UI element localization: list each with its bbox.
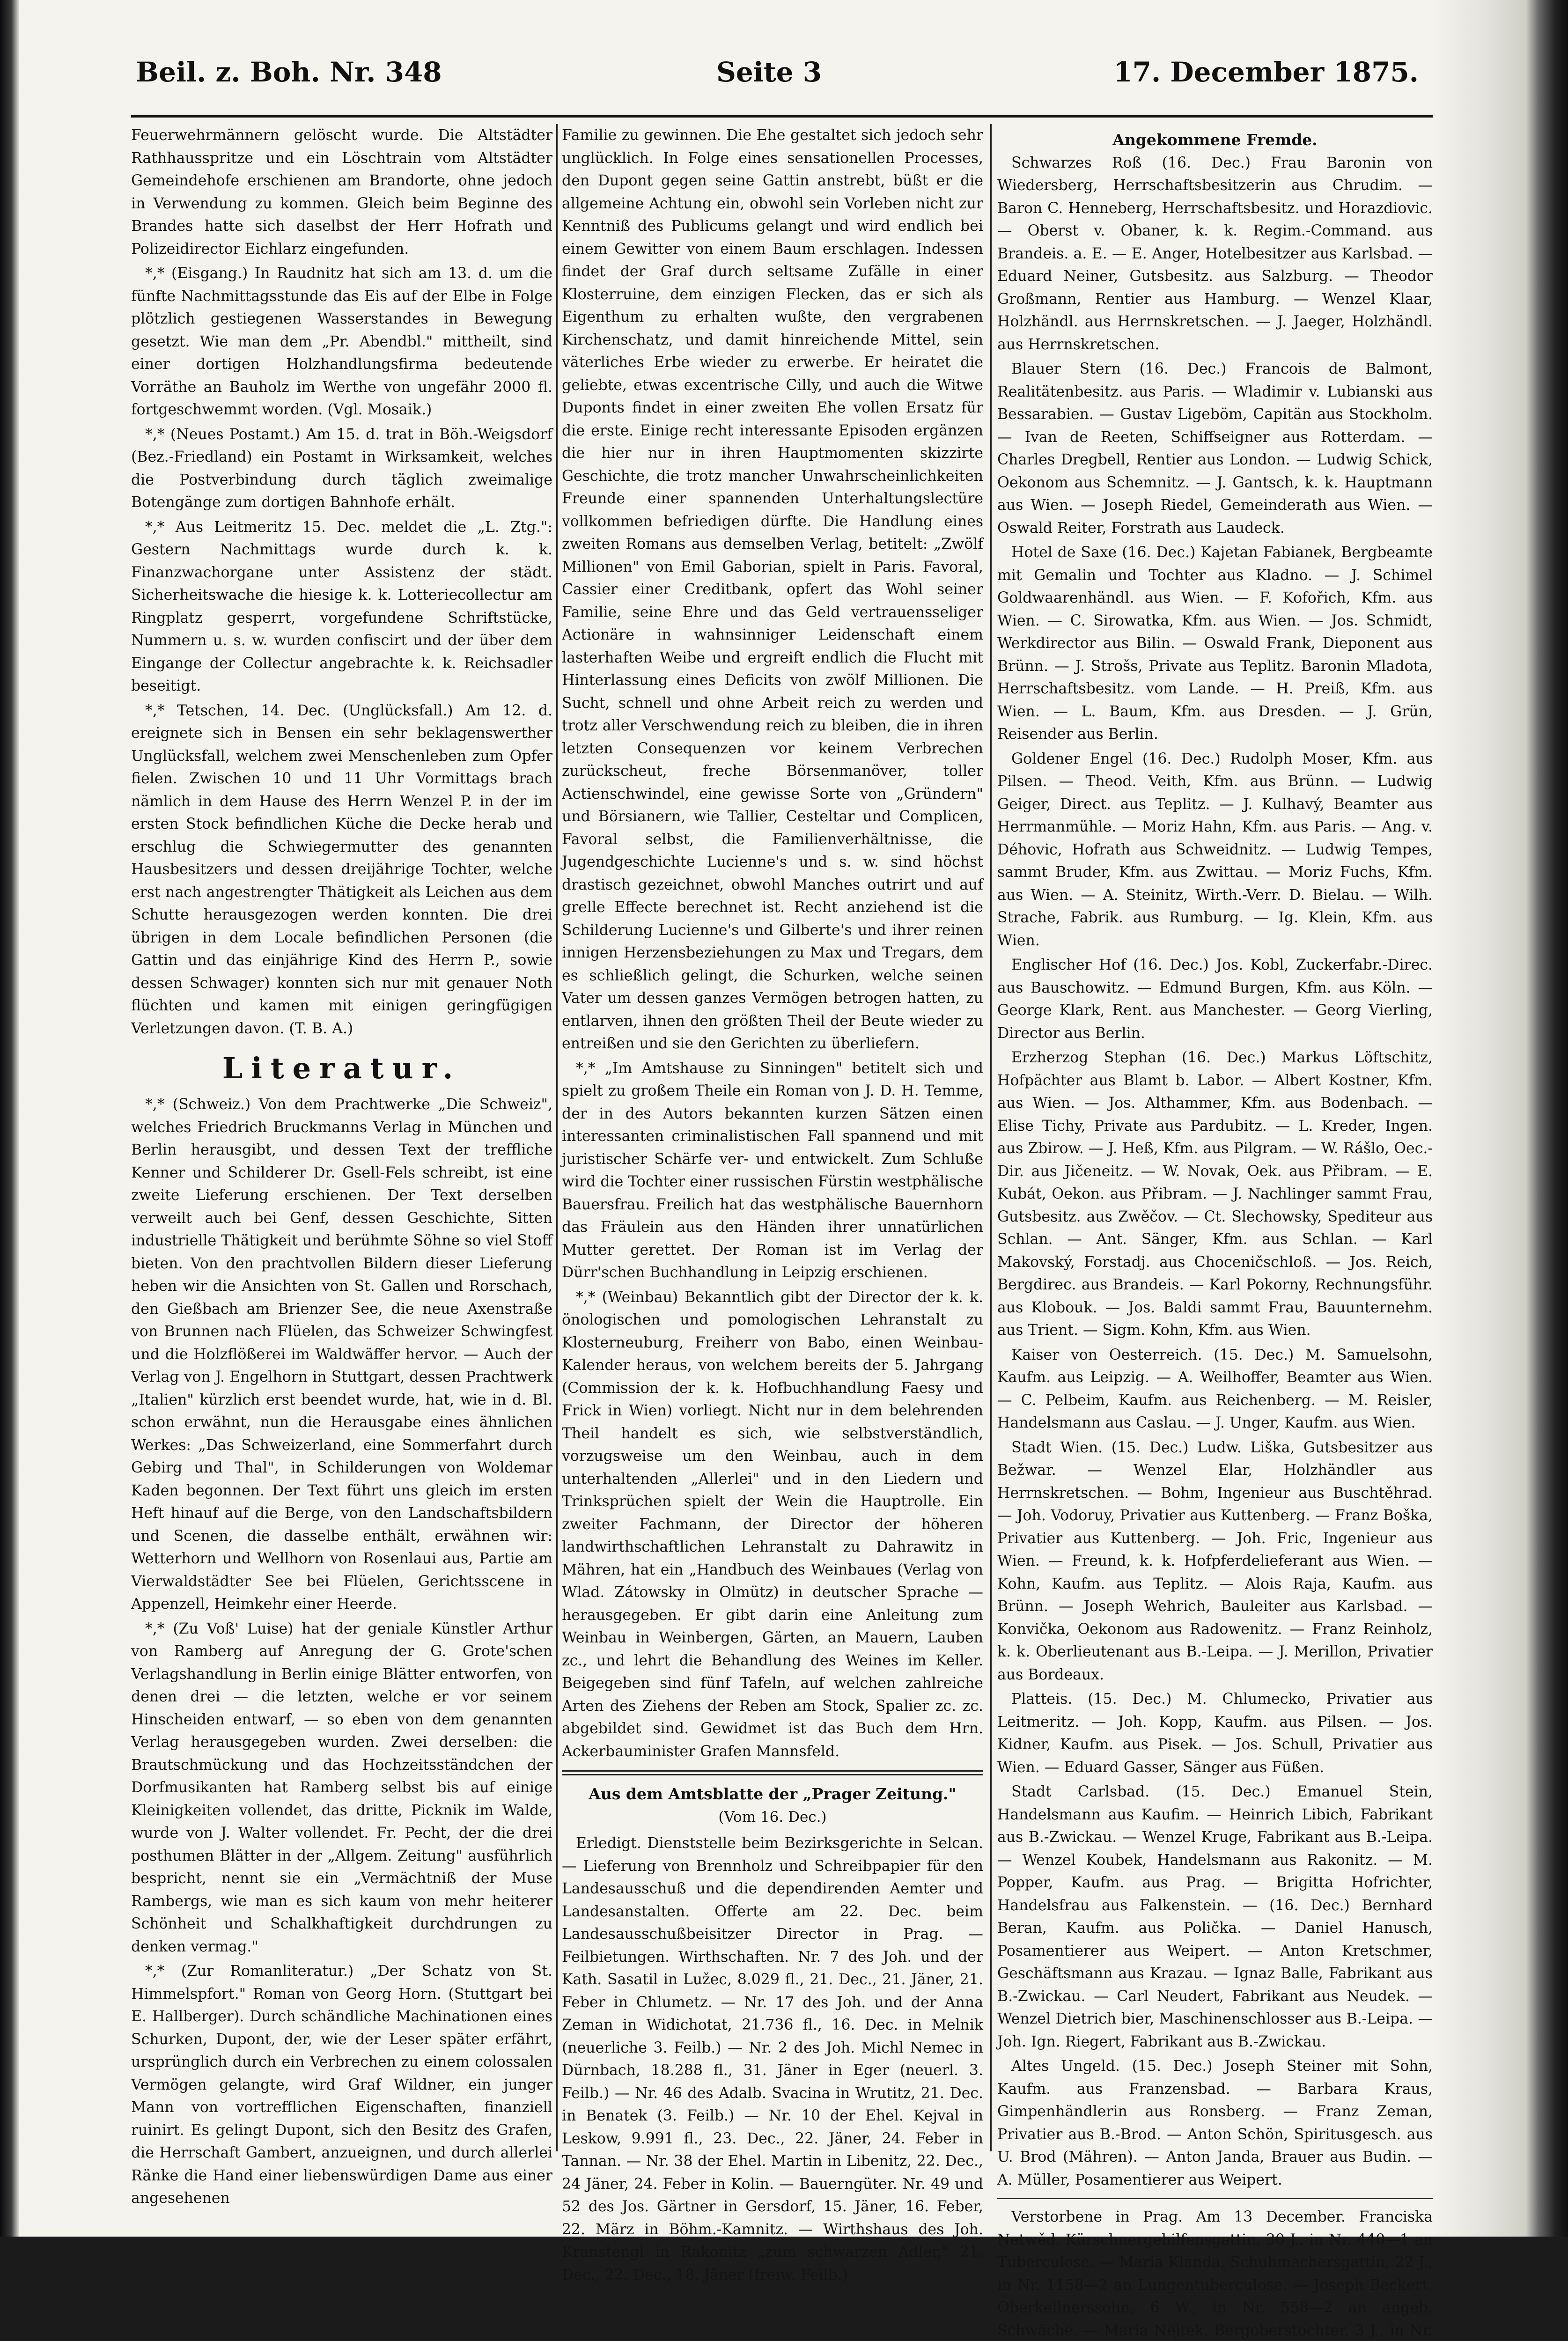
section-divider bbox=[562, 1770, 983, 1775]
page-binding-shadow bbox=[1433, 0, 1540, 2237]
section-subheading: (Vom 16. Dec.) bbox=[718, 1808, 827, 1826]
header-issue: Beil. z. Boh. Nr. 348 bbox=[136, 56, 442, 88]
section-heading: Aus dem Amtsblatte der „Prager Zeitung." bbox=[589, 1785, 957, 1803]
column-rule bbox=[990, 124, 992, 2151]
article-paragraph: Feuerwehrmännern gelöscht wurde. Die Altstädter Rathhausspritze und ein Löschtrain vom Altstädter Gemeindehofe erschienen am Brandorte, ohne jedoch in Verwendung zu kommen. Gleich beim Beginne des Brandes hatte sich daselbst der Herr Hofrath und Polizeidirector Eichlarz eingefunden. bbox=[131, 127, 552, 258]
article-paragraph: Hotel de Saxe (16. Dec.) Kajetan Fabianek, Bergbeamte mit Gemalin und Tochter aus Kladno. — J. Schimel Goldwaarenhändl. aus Wien. — F. Kofořich, Kfm. aus Wien. — C. Sirowatka, Kfm. aus Wien. — Jos. Schmidt, Werkdirector aus Bilin. — Oswald Frank, Dieponent aus Brünn. — J. Strošs, Private aus Teplitz. Baronin Mladota, Herrschaftsbesitz. vom Lande. — H. Preiß, Kfm. aus Wien. — L. Baum, Kfm. aus Dresden. — J. Grün, Reisender aus Berlin. bbox=[997, 544, 1433, 743]
section-divider bbox=[997, 2198, 1433, 2199]
article-paragraph: *,* (Schweiz.) Von dem Prachtwerke „Die Schweiz", welches Friedrich Bruckmanns Verlag in München und Berlin herausgibt, und dessen Text der treffliche Kenner und Schilderer Dr. Gsell-Fels schreibt, ist eine zweite Lieferung erschienen. Der Text derselben verweilt auch bei Genf, dessen Geschichte, Sitten industrielle Thätigkeit und berühmte Söhne so viel Stoff bieten. Von den prachtvollen Bildern dieser Lieferung heben wir die Ansichten von St. Gallen und Rorschach, den Gießbach am Brienzer See, die neue Axenstraße von Brunnen nach Flüelen, das Schweizer Schwingfest und die Holzflößerei im Waldwäffer hervor. — Auch der Verlag von J. Engelhorn in Stuttgart, dessen Prachtwerk „Italien" kürzlich erst beendet wurde, hat, wie in d. Bl. schon erwähnt, nun die Herausgabe eines ähnlichen Werkes: „Das Schweizerland, eine Sommerfahrt durch Gebirg und Thal", in Schilderungen von Woldemar Kaden begonnen. Der Text führt uns gleich im ersten Heft hinauf auf die Berge, von den Landschaftsbildern und Scenen, die dasselbe enthält, erwähnen wir: Wetterhorn und Wellhorn von Rosenlaui aus, Partie am Vierwaldstädter See bei Flüelen, Gerichtsscene in Appenzell, Heimkehr einer Heerde. bbox=[131, 1096, 552, 1612]
article-paragraph: Altes Ungeld. (15. Dec.) Joseph Steiner mit Sohn, Kaufm. aus Franzensbad. — Barbara Kraus, Gimpenhändlerin aus Ronsberg. — Franz Zeman, Privatier aus B.-Brod. — Anton Schön, Spiritusgesch. aus U. Brod (Mähren). — Anton Janda, Brauer aus Budin. — A. Müller, Posamentierer aus Weipert. bbox=[997, 2058, 1433, 2188]
article-paragraph: Blauer Stern (16. Dec.) Francois de Balmont, Realitätenbesitz. aus Paris. — Wladimir v. Lubianski aus Bessarabien. — Gustav Ligeböm, Capitän aus Stockholm. — Ivan de Reeten, Schiffseigner aus Rotterdam. — Charles Dregbell, Rentier aus London. — Ludwig Schick, Oekonom aus Schemnitz. — J. Gantsch, k. k. Hauptmann aus Wien. — Joseph Riedel, Gemeinderath aus Wien. — Oswald Reiter, Forstrath aus Laudeck. bbox=[997, 361, 1433, 537]
article-paragraph: Familie zu gewinnen. Die Ehe gestaltet sich jedoch sehr unglücklich. In Folge eines sensationellen Processes, den Dupont gegen seine Gattin anstrebt, büßt er die allgemeine Achtung ein, obwohl sein Vorleben nicht zur Kenntniß des Publicums gelangt und wird endlich bei einem Gewitter von einem Baum erschlagen. Indessen findet der Graf durch seltsame Zufälle in einer Klosterruine, dem einzigen Flecken, das er sich als Eigenthum zu erhalten wußte, den vergrabenen Kirchenschatz, und damit hinreichende Mittel, sein väterliches Erbe wieder zu erwerbe. Er heiratet die geliebte, etwas excentrische Cilly, und auch die Witwe Duponts findet in einer zweiten Ehe vollen Ersatz für die erste. Einige recht interessante Episoden ergänzen die hier nur in ihren Hauptmomenten skizzirte Geschichte, die trotz mancher Unwahrscheinlichkeiten Freunde einer spannenden Unterhaltungslectüre vollkommen befriedigen dürfte. Die Handlung eines zweiten Romans aus demselben Verlag, betitelt: „Zwölf Millionen" von Emil Gaborian, spielt in Paris. Favoral, Cassier einer Creditbank, opfert das Wohl seiner Familie, seine Ehre und das Geld vertrauensseliger Actionäre in wahnsinniger Leidenschaft einem lasterhaften Weibe und ergreift endlich die Flucht mit Hinterlassung eines Deficits von zwölf Millionen. Die Sucht, schnell und ohne Arbeit reich zu werden und trotz aller Verschwendung reich zu bleiben, die in ihren letzten Consequenzen vor keinem Verbrechen zurückscheut, freche Börsenmanöver, toller Actienschwindel, eine gewisse Sorte von „Gründern" und Börsianern, wie Tallier, Cesteltar und Complicen, Favoral selbst, die Familienverhältnisse, die Jugendgeschichte Lucienne's und s. w. sind höchst drastisch gezeichnet, obwohl Manches outrirt und auf grelle Effecte berechnet ist. Recht anziehend ist die Schilderung Lucienne's und Gilberte's und ihrer reinen innigen Herzensbeziehungen zu Max und Tregars, dem es schließlich gelingt, die Schurken, welche seinen Vater um dessen ganzes Vermögen betrogen hatten, zu entlarven, ihnen den größten Theil der Beute wieder zu entreißen und sie den Gerichten zu überliefern. bbox=[562, 127, 983, 1052]
article-paragraph: Erzherzog Stephan (16. Dec.) Markus Löftschitz, Hofpächter aus Blamt b. Labor. — Albert Kostner, Kfm. aus Wien. — Jos. Althammer, Kfm. aus Bodenbach. — Elise Tichy, Private aus Pardubitz. — L. Kreder, Ingen. aus Zbirow. — J. Heß, Kfm. aus Pilgram. — W. Rášlo, Oec.-Dir. aus Jičeneitz. — W. Novak, Oek. aus Přibram. — E. Kubát, Oekon. aus Přibram. — J. Nachlinger sammt Frau, Gutsbesitz. aus Zwěčov. — Ct. Slechowsky, Spediteur aus Schlan. — Ant. Sänger, Kfm. aus Schlan. — Karl Makovský, Forstadj. aus Choceničschloß. — Jos. Reich, Bergdirec. aus Brandeis. — Karl Pokorny, Rechnungsführ. aus Klobouk. — Jos. Baldi sammt Frau, Bauunternehm. aus Trient. — Sigm. Kohn, Kfm. aus Wien. bbox=[997, 1049, 1433, 1339]
page-edge-right bbox=[1526, 0, 1568, 2237]
article-paragraph: Goldener Engel (16. Dec.) Rudolph Moser, Kfm. aus Pilsen. — Theod. Veith, Kfm. aus Brünn. — Ludwig Geiger, Direct. aus Teplitz. — J. Kulhavý, Beamter aus Herrmanmühle. — Moriz Hahn, Kfm. aus Paris. — Ang. v. Déhovic, Hofrath aus Schweidnitz. — Ludwig Tempes, sammt Bruder, Kfm. aus Zwittau. — Moriz Fuchs, Kfm. aus Wien. — A. Steinitz, Wirth.-Verr. D. Bielau. — Wilh. Strache, Fabrik. aus Rumburg. — Ig. Klein, Kfm. aus Wien. bbox=[997, 750, 1433, 949]
article-paragraph: Stadt Wien. (15. Dec.) Ludw. Liška, Gutsbesitzer aus Bežwar. — Wenzel Elar, Holzhändler aus Herrnskretschen. — Bohm, Ingenieur aus Buschtěhrad. — Joh. Vodoruy, Privatier aus Kuttenberg. — Franz Boška, Privatier aus Kuttenberg. — Joh. Fric, Ingenieur aus Wien. — Freund, k. k. Hofpferdelieferant aus Wien. — Kohn, Kaufm. aus Teplitz. — Alois Raja, Kaufm. aus Brünn. — Joseph Wehrich, Bauleiter aus Karlsbad. — Konvička, Oekonom aus Radowenitz. — Franz Reinholz, k. k. Oberlieutenant aus B.-Leipa. — J. Merillon, Privatier aus Bordeaux. bbox=[997, 1439, 1433, 1683]
column-rule bbox=[556, 124, 558, 2151]
article-paragraph: *,* (Zu Voß' Luise) hat der geniale Künstler Arthur von Ramberg auf Anregung der G. Grote'schen Verlagshandlung in Berlin einige Blätter entworfen, von denen drei — die letzten, welche er vor seinem Hinscheiden entwarf, — so eben von dem genannten Verlag herausgegeben wurden. Zwei derselben: die Brautschmückung und das Hochzeitsständchen der Dorfmusikanten hat Ramberg selbst bis auf einige Kleinigkeiten vollendet, das dritte, Picknik im Walde, wurde von J. Walter vollendet. Fr. Pecht, der die drei posthumen Blätter in der „Allgem. Zeitung" ausführlich bespricht, nennt sie ein „Vermächtniß der Muse Rambergs, wie man es sich kaum von mehr heiterer Schönheit und Schalkhaftigkeit durchdrungen zu denken vermag." bbox=[131, 1620, 552, 1955]
header-rule bbox=[131, 115, 1433, 118]
article-paragraph: *,* (Neues Postamt.) Am 15. d. trat in Böh.-Weigsdorf (Bez.-Friedland) ein Postamt in Wirksamkeit, welches die Postverbindung durch täglich zweimalige Botengänge zum dortigen Bahnhofe erhält. bbox=[131, 426, 552, 511]
article-paragraph: *,* Tetschen, 14. Dec. (Unglücksfall.) Am 12. d. ereignete sich in Bensen ein sehr beklagenswerther Unglücksfall, welchem zwei Menschenleben zum Opfer fielen. Zwischen 10 und 11 Uhr Vormittags brach nämlich in dem Hause des Herrn Wenzel P. in der im ersten Stock befindlichen Küche die Decke herab und erschlug die Schwiegermutter des genannten Hausbesitzers und dessen dreijährige Tochter, welche erst nach angestrengter Thätigkeit als Leichen aus dem Schutte herausgezogen werden konnten. Die drei übrigen in dem Locale befindlichen Personen (die Gattin und das einjährige Kind des Herrn P., sowie dessen Schwager) konnten sich nur mit genauer Noth flüchten und kamen mit einigen geringfügigen Verletzungen davon. (T. B. A.) bbox=[131, 702, 552, 1037]
header-date: 17. December 1875. bbox=[1113, 56, 1419, 88]
article-paragraph: Englischer Hof (16. Dec.) Jos. Kobl, Zuckerfabr.-Direc. aus Bauschowitz. — Edmund Burgen, Kfm. aus Köln. — George Klark, Rent. aus Manchester. — Georg Vierling, Director aus Berlin. bbox=[997, 957, 1433, 1042]
column-3 bbox=[997, 124, 1433, 2339]
article-paragraph: *,* (Zur Romanliteratur.) „Der Schatz von St. Himmelspfort." Roman von Georg Horn. (Stuttgart bei E. Hallberger). Durch schändliche Machinationen eines Schurken, Dupont, der, wie der Leser später erfährt, ursprünglich durch ein Verbrechen zu einem colossalen Vermögen gelangte, wird Graf Wildner, ein junger Mann von vortrefflichen Eigenschaften, finanziell ruinirt. Es gelingt Dupont, sich den Besitz des Grafen, die Herrschaft Gambert, anzueignen, und durch allerlei Ränke die Hand einer liebenswürdigen Dame aus einer angesehenen bbox=[131, 1963, 552, 2207]
article-paragraph: Platteis. (15. Dec.) M. Chlumecko, Privatier aus Leitmeritz. — Joh. Kopp, Kaufm. aus Pilsen. — Jos. Kidner, Kaufm. aus Pisek. — Jos. Schull, Privatier aus Wien. — Eduard Gasser, Sänger aus Füßen. bbox=[997, 1691, 1433, 1776]
column-2 bbox=[562, 124, 983, 2283]
article-paragraph: *,* (Eisgang.) In Raudnitz hat sich am 13. d. um die fünfte Nachmittagsstunde das Eis auf der Elbe in Folge plötzlich gestiegenen Wasserstandes in Bewegung gesetzt. Wie man dem „Pr. Abendbl." mittheilt, sind einer dortigen Holzhandlungsfirma bedeutende Vorräthe an Bauholz im Werthe von ungefähr 2000 fl. fortgeschwemmt worden. (Vgl. Mosaik.) bbox=[131, 265, 552, 418]
section-heading: Angekommene Fremde. bbox=[1112, 131, 1318, 149]
page-header bbox=[136, 56, 1419, 108]
article-paragraph: *,* Aus Leitmeritz 15. Dec. meldet die „L. Ztg.": Gestern Nachmittags wurde durch k. k. Finanzwachorgane unter Assistenz der städt. Sicherheitswache die hiesige k. k. Lotteriecollectur am Ringplatz gesperrt, vorgefundene Schriftstücke, Nummern u. s. w. wurden confiscirt und der über dem Eingange der Collectur angebrachte k. k. Reichsadler beseitigt. bbox=[131, 518, 552, 694]
header-page-number: Seite 3 bbox=[716, 56, 822, 88]
article-paragraph: Schwarzes Roß (16. Dec.) Frau Baronin von Wiedersberg, Herrschaftsbesitzerin aus Chrudim. — Baron C. Henneberg, Herrschaftsbesitz. und Horazdiovic. — Oberst v. Obaner, k. k. Regim.-Command. aus Brandeis. a. E. — E. Anger, Hotelbesitzer aus Karlsbad. — Eduard Neiner, Gutsbesitz. aus Salzburg. — Theodor Großmann, Rentier aus Hamburg. — Wenzel Klaar, Holzhändl. aus Herrnskretschen. — J. Jaeger, Holzhändl. aus Herrnskretschen. bbox=[997, 154, 1433, 353]
article-paragraph: Erledigt. Dienststelle beim Bezirksgerichte in Selcan. — Lieferung von Brennholz und Schreibpapier für den Landesausschuß und die dependirenden Aemter und Landesanstalten. Offerte am 22. Dec. beim Landesausschußbeisitzer Director in Prag. — Feilbietungen. Wirthschaften. Nr. 7 des Joh. und der Kath. Sasatil in Lužec, 8.029 fl., 21. Dec., 21. Jäner, 21. Feber in Chlumetz. — Nr. 17 des Joh. und der Anna Zeman in Widichotat, 21.736 fl., 16. Dec. in Melnik (neuerliche 3. Feilb.) — Nr. 2 des Joh. Michl Nemec in Dürnbach, 18.288 fl., 31. Jäner in Eger (neuerl. 3. Feilb.) — Nr. 46 des Adalb. Svacina in Wrutitz, 21. Dec. in Benatek (3. Feilb.) — Nr. 10 der Ehel. Kejval in Leskow, 9.991 fl., 23. Dec., 22. Jäner, 24. Feber in Tannan. — Nr. 38 der Ehel. Martin in Libenitz, 22. Dec., 24 Jäner, 24. Feber in Kolin. — Bauerngüter. Nr. 49 und 52 des Jos. Gärtner in Gersdorf, 15. Jäner, 16. Feber, 22. März in Böhm.-Kamnitz. — Wirthshaus des Joh. Kranstengl in Rakonitz „zum schwarzen Adler," 21. Dec., 22. Dec., 18. Jäner (freiw. Feilb.) bbox=[562, 1835, 983, 2283]
article-paragraph: *,* (Weinbau) Bekanntlich gibt der Director der k. k. önologischen und pomologischen Lehranstalt zu Klosterneuburg, Freiherr von Babo, einen Weinbau-Kalender heraus, von welchem bereits der 5. Jahrgang (Commission der k. k. Hofbuchhandlung Faesy und Frick in Wien) vorliegt. Nicht nur in dem belehrenden Theil handelt es sich, wie selbstverständlich, vorzugsweise um den Weinbau, auch in dem unterhaltenden „Allerlei" und in den Liedern und Trinksprüchen spielt der Wein die Hauptrolle. Ein zweiter Fachmann, der Director der höheren landwirthschaftlichen Lehranstalt zu Dahrawitz in Mähren, hat ein „Handbuch des Weinbaues (Verlag von Wlad. Zátowsky in Olmütz) in deutscher Sprache — herausgegeben. Er gibt darin eine Anleitung zum Weinbau in Weinbergen, Gärten, an Mauern, Lauben zc., und lehrt die Behandlung des Weines im Keller. Beigegeben sind fünf Tafeln, auf welchen zahlreiche Arten des Ziehens der Reben am Stock, Spalier zc. zc. abgebildet sind. Gewidmet ist das Buch dem Hrn. Ackerbauminister Grafen Mannsfeld. bbox=[562, 1288, 983, 1760]
newspaper-page bbox=[19, 0, 1526, 2339]
article-paragraph: *,* „Im Amtshause zu Sinningen" betitelt sich und spielt zu großem Theile ein Roman von J. D. H. Temme, der in des Autors bekannten kurzen Sätzen einen interessanten criminalistischen Fall spannend und mit juristischer Schärfe ver- und entwickelt. Zum Schluße wird die Tochter einer russischen Fürstin westphälische Bauersfrau. Freilich hat das westphälische Bauernhorn das Fräulein aus den Händen ihrer unnatürlichen Mutter gerettet. Der Roman ist im Verlag der Dürr'schen Buchhandlung in Leipzig erschienen. bbox=[562, 1060, 983, 1281]
page-edge-left bbox=[0, 0, 19, 2237]
article-paragraph: Kaiser von Oesterreich. (15. Dec.) M. Samuelsohn, Kaufm. aus Leipzig. — A. Weilhoffer, Beamter aus Wien. — C. Pelbeim, Kaufm. aus Reichenberg. — M. Reisler, Handelsmann aus Caslau. — J. Unger, Kaufm. aus Wien. bbox=[997, 1346, 1433, 1431]
article-paragraph: Verstorbene in Prag. Am 13 December. Franciska Netwěd, Kürschnergehilfensgattin, 30 J., in Nr. 440—1 an Tuberculose. — Maria Klanda, Schuhmachersgattin, 22 J., in Nr. 1158—2 an Lungentuberculose. — Joseph Beckert, Oberkellnerssohn, 6 W., in Nr. 558—2 an angeb. Schwäche. — Maria Nejtek, Bergoberstochter, 3 J., in Nr. bbox=[997, 2208, 1433, 2339]
column-1 bbox=[131, 124, 552, 2207]
section-title: Literatur. bbox=[222, 1051, 462, 1085]
article-paragraph: Stadt Carlsbad. (15. Dec.) Emanuel Stein, Handelsmann aus Kaufim. — Heinrich Libich, Fabrikant aus B.-Zwickau. — Wenzel Kruge, Fabrikant aus B.-Leipa. — Wenzel Koubek, Handelsmann aus Rakonitz. — M. Popper, Kaufm. aus Prag. — Brigitta Hofrichter, Handelsfrau aus Falkenstein. — (16. Dec.) Bernhard Beran, Kaufm. aus Polička. — Daniel Hanusch, Posamentierer aus Weipert. — Anton Kretschmer, Geschäftsmann aus Krazau. — Ignaz Balle, Fabrikant aus B.-Zwickau. — Carl Neudert, Fabrikant aus Neudek. — Wenzel Dietrich bier, Maschinenschlosser aus B.-Leipa. — Joh. Ign. Riegert, Fabrikant aus B.-Zwickau. bbox=[997, 1783, 1433, 2050]
